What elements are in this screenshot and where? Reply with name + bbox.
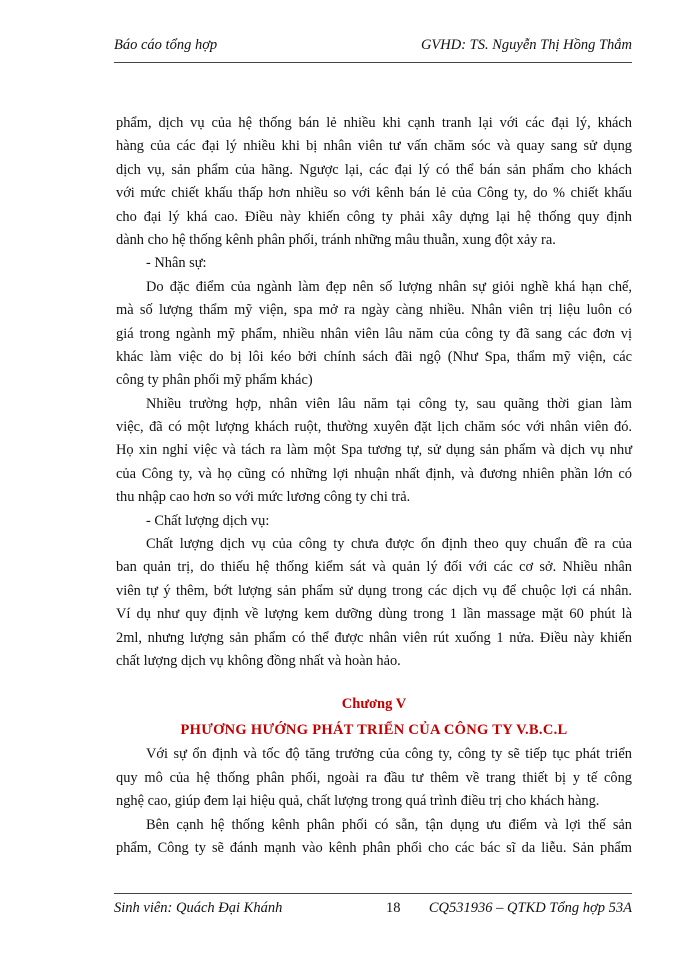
chapter-spacer bbox=[116, 673, 632, 691]
text-line: thu nhập cao hơn so với mức lương công ty chi trả. bbox=[116, 489, 411, 506]
text-line: Do đặc điểm của ngành làm đẹp nên số lượng nhân sự giỏi nghề khá hạn chế, bbox=[146, 278, 632, 295]
supervisor: GVHD: TS. Nguyễn Thị Hồng Thắm bbox=[420, 37, 632, 53]
text-line: viên tự ý thêm, bớt lượng sản phẩm sử dụng trong các dịch vụ để chuộc lợi cá nhân. bbox=[116, 582, 632, 599]
text-line: Với sự ổn định và tốc độ tăng trưởng của công ty, công ty sẽ tiếp tục phát triển bbox=[146, 746, 632, 763]
text-line: Bên cạnh hệ thống kênh phân phối có sẵn, tận dụng ưu điểm và lợi thế sản bbox=[146, 816, 632, 833]
text-line: hàng của các đại lý nhiều khi bị nhân viên tư vấn chăm sóc và quay sang sử dụng bbox=[116, 138, 632, 155]
text-line: dành cho hệ thống kênh phân phối, tránh những mâu thuẫn, xung đột xảy ra. bbox=[116, 231, 556, 248]
chapter-number: Chương V bbox=[341, 696, 407, 713]
text-line: khác làm việc do bị lôi kéo bởi chính sách đãi ngộ (Như Spa, thẩm mỹ viện, các bbox=[116, 348, 632, 365]
heading-staff: - Nhân sự: bbox=[146, 255, 207, 272]
chapter-title: PHƯƠNG HƯỚNG PHÁT TRIỂN CỦA CÔNG TY V.B.C.L bbox=[180, 722, 568, 739]
student-name: Sinh viên: Quách Đại Khánh bbox=[114, 900, 283, 916]
class-code: CQ531936 – QTKD Tổng hợp 53A bbox=[428, 900, 632, 916]
text-line: công ty phân phối mỹ phẩm khác) bbox=[116, 372, 313, 389]
text-line: Họ xin nghỉ việc và tách ra làm một Spa tương tự, sử dụng sản phẩm và dịch vụ như bbox=[116, 442, 632, 459]
document-body bbox=[116, 112, 632, 860]
page-number: 18 bbox=[386, 900, 401, 916]
report-title: Báo cáo tổng hợp bbox=[114, 37, 218, 53]
text-line: Ví dụ như quy định về lượng kem dưỡng dùng trong 1 lần massage mặt 60 phút là bbox=[116, 606, 632, 623]
text-line: Nhiều trường hợp, nhân viên lâu năm tại công ty, sau quãng thời gian làm bbox=[146, 395, 632, 412]
text-line: quy mô của hệ thống phân phối, ngoài ra đầu tư thêm về trang thiết bị y tế công bbox=[116, 769, 632, 786]
text-line: nghệ cao, giúp đem lại hiệu quả, chất lượng trong quá trình điều trị cho khách hàng. bbox=[116, 793, 600, 810]
text-line: chất lượng dịch vụ không đồng nhất và hoàn hảo. bbox=[116, 652, 401, 669]
text-line: 2ml, nhưng lượng sản phẩm có thể được nhân viên rút xuống 1 nửa. Điều này khiến bbox=[116, 629, 632, 646]
text-line: của Công ty, và họ cũng có những lợi nhuận nhất định, và đương nhiên phần lớn có bbox=[116, 465, 632, 482]
text-line: phẩm, Công ty sẽ đánh mạnh vào kênh phân phối cho các bác sĩ da liễu. Sản phẩm bbox=[116, 839, 632, 856]
text-line: dịch vụ, sản phẩm của hãng. Ngược lại, các đại lý có thể bán sản phẩm cho khách bbox=[116, 161, 632, 178]
text-line: cho đại lý khá cao. Điều này khiến công ty phải xây dựng lại hệ thống quy định bbox=[116, 208, 632, 225]
text-line: ban quản trị, do thiếu hệ thống kiểm sát và quản lý đối với các cơ sở. Nhiều nhân bbox=[116, 559, 632, 576]
header-rule bbox=[114, 62, 632, 63]
text-line: việc, đã có một lượng khách ruột, thường xuyên đặt lịch chăm sóc với nhân viên đó. bbox=[116, 419, 632, 436]
text-line: giá trong ngành mỹ phẩm, nhiều nhân viên lâu năm của công ty đã sang các đơn vị bbox=[116, 325, 632, 342]
text-line: với mức chiết khấu thấp hơn nhiều so với kênh bán lẻ của Công ty, do % chiết khấu bbox=[116, 185, 632, 202]
text-line: Chất lượng dịch vụ của công ty chưa được ổn định theo quy chuẩn đề ra của bbox=[146, 536, 632, 553]
text-line: mà số lượng thẩm mỹ viện, spa mở ra ngày càng nhiều. Nhân viên trị liệu luôn có bbox=[116, 302, 632, 319]
page-header bbox=[114, 37, 632, 54]
footer-rule bbox=[114, 893, 632, 894]
heading-quality: - Chất lượng dịch vụ: bbox=[146, 512, 270, 529]
text-line: phẩm, dịch vụ của hệ thống bán lẻ nhiều khi cạnh tranh lại với các đại lý, khách bbox=[116, 115, 632, 131]
